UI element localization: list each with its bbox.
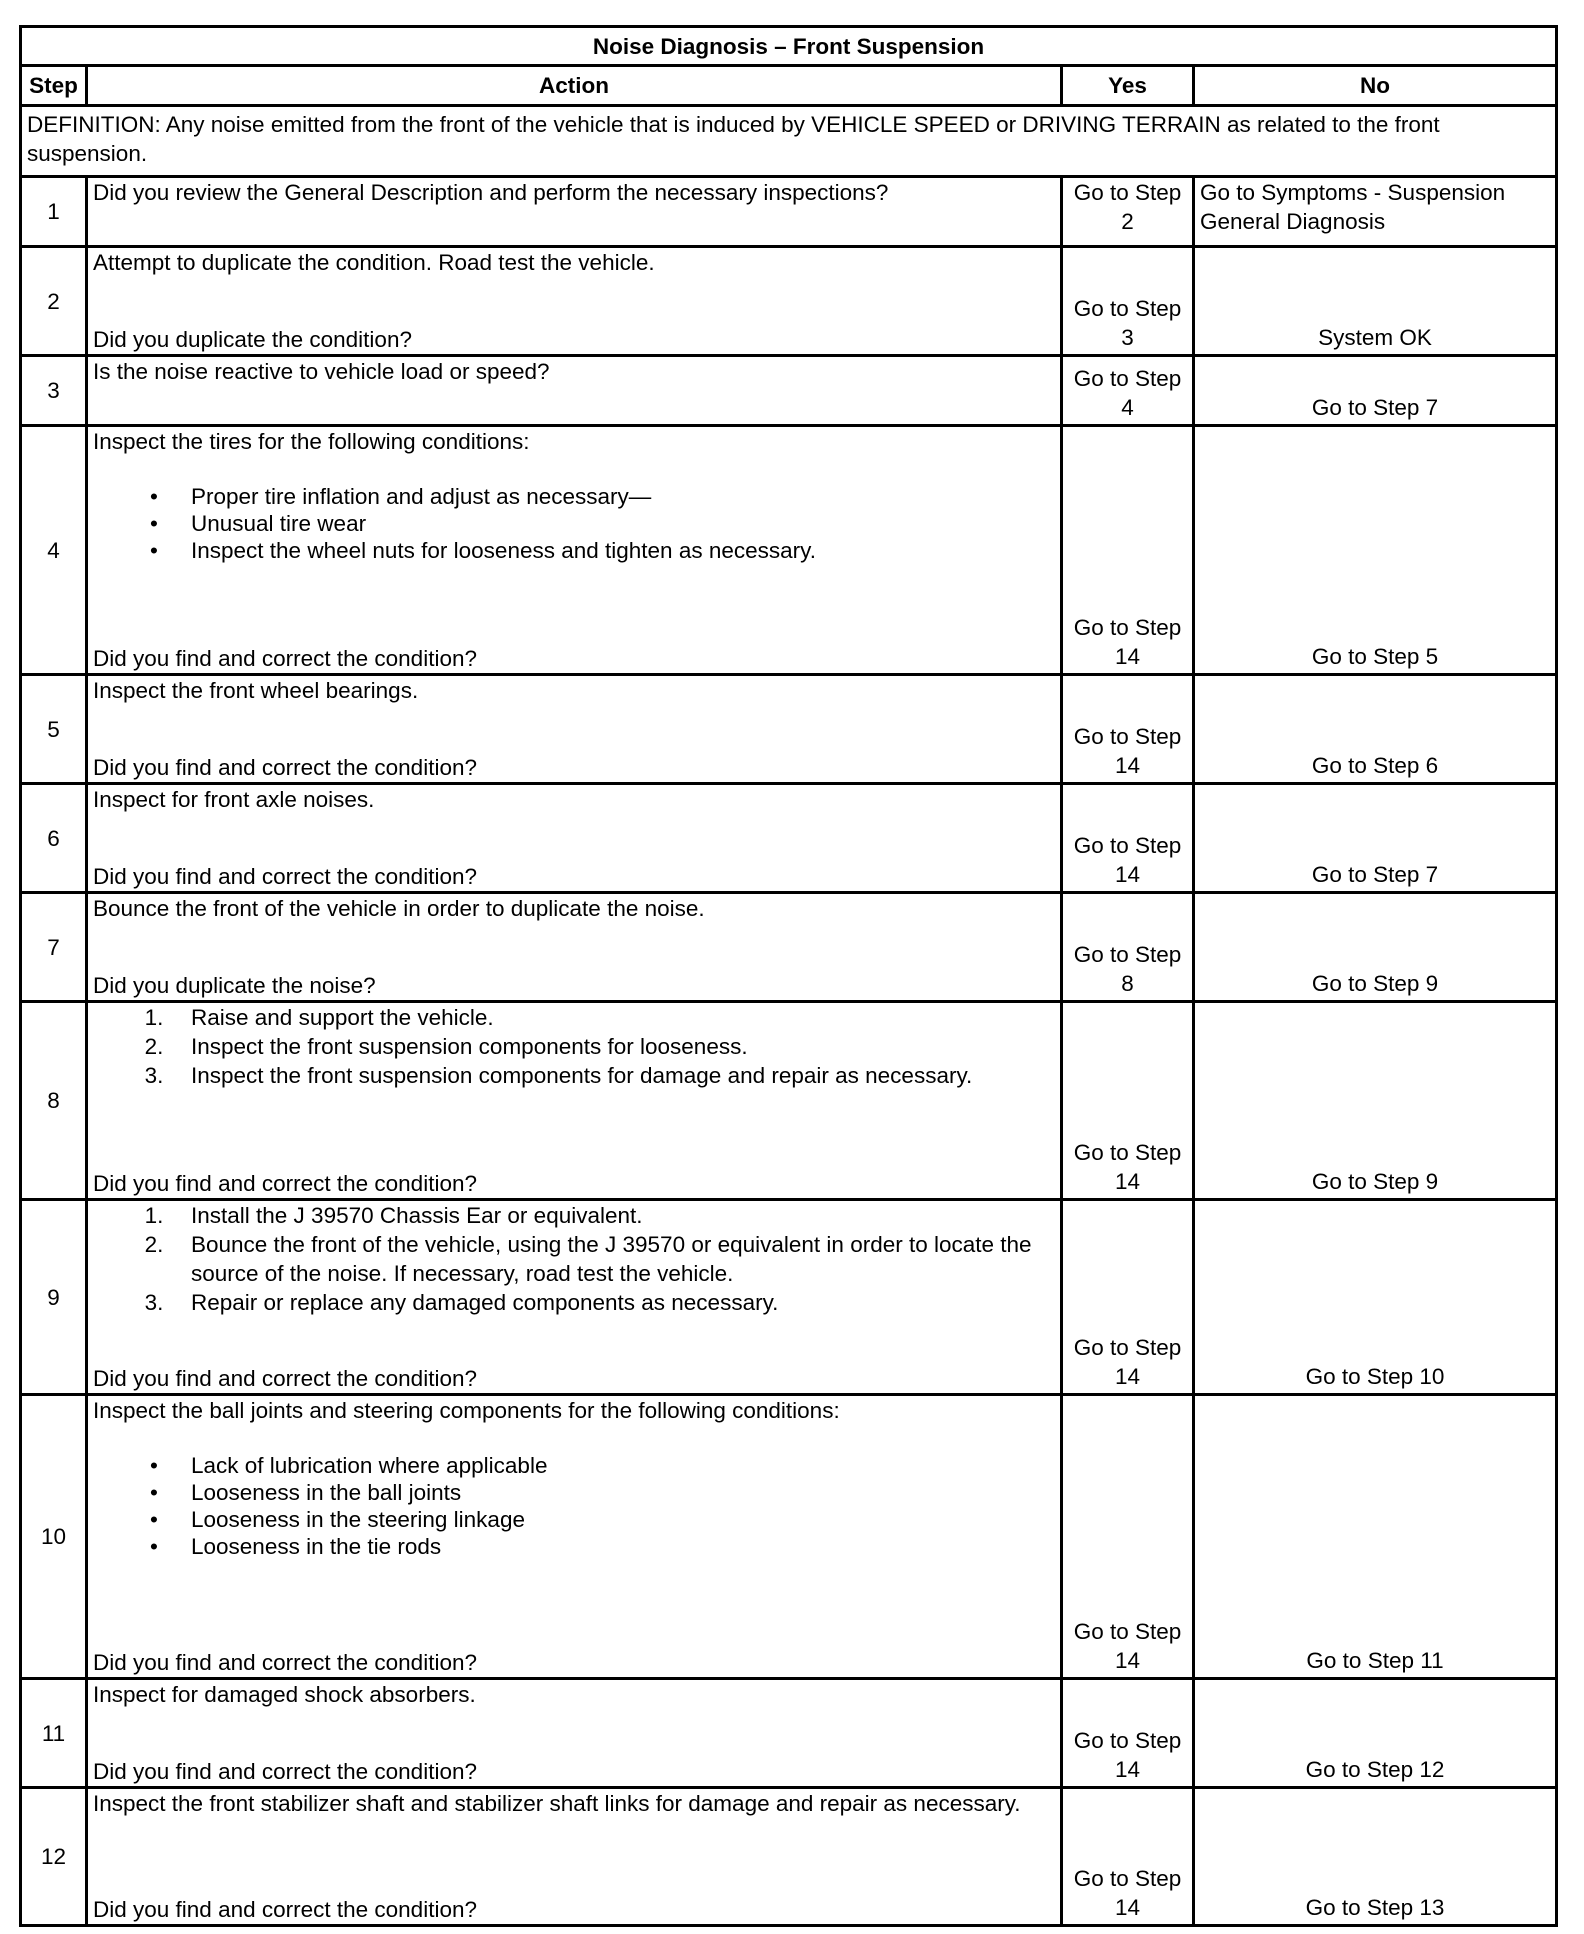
step-number: 12	[21, 1788, 87, 1926]
no-cell: Go to Symptoms - Suspension General Diagnosis	[1194, 177, 1557, 247]
yes-cell	[1062, 426, 1194, 675]
list-item	[93, 1230, 1055, 1288]
list-item	[93, 1506, 1055, 1533]
action-top	[93, 1789, 1055, 1818]
table-title: Noise Diagnosis – Front Suspension	[21, 27, 1557, 66]
action-intro: Inspect for front axle noises.	[93, 787, 375, 812]
step-number: 6	[21, 784, 87, 893]
action-top	[93, 357, 1055, 386]
yes-step: 14	[1114, 1895, 1141, 1920]
yes-step: 14	[1114, 644, 1141, 669]
yes-cell	[1062, 1679, 1194, 1788]
action-intro: Inspect the front wheel bearings.	[93, 678, 419, 703]
yes-step: 2	[1121, 209, 1134, 234]
action-top	[93, 178, 1055, 207]
list-item-text: Inspect the wheel nuts for looseness and tighten as necessary.	[191, 538, 816, 563]
list-item	[93, 1061, 1055, 1090]
action-content	[93, 427, 1055, 673]
step-number: 4	[21, 426, 87, 675]
list-item-text: Lack of lubrication where applicable	[191, 1453, 548, 1478]
list-item	[93, 1003, 1055, 1032]
action-question: Did you find and correct the condition?	[93, 1759, 477, 1784]
action-intro: Inspect the front stabilizer shaft and stabilizer shaft links for damage and repair as necessary.	[93, 1791, 1021, 1816]
action-cell	[87, 426, 1062, 675]
action-question: Did you duplicate the condition?	[93, 327, 412, 352]
action-intro: Inspect the tires for the following conditions:	[93, 429, 530, 454]
action-question: Did you find and correct the condition?	[93, 1650, 477, 1675]
list-item-text: Repair or replace any damaged components as necessary.	[191, 1290, 779, 1315]
no-cell: Go to Step 5	[1194, 426, 1557, 675]
list-item-text: Looseness in the ball joints	[191, 1480, 462, 1505]
yes-step: 8	[1121, 971, 1134, 996]
bullet-icon: •	[150, 1534, 158, 1559]
no-cell: Go to Step 10	[1194, 1200, 1557, 1395]
step-number: 3	[21, 356, 87, 426]
yes-label: Go to Step	[1073, 1728, 1182, 1753]
bullet-icon: •	[150, 511, 158, 536]
yes-step: 3	[1121, 325, 1134, 350]
table-row	[21, 784, 1557, 893]
yes-label: Go to Step	[1073, 615, 1182, 640]
action-intro: Bounce the front of the vehicle in order to duplicate the noise.	[93, 896, 705, 921]
action-question: Did you find and correct the condition?	[93, 1897, 477, 1922]
yes-step: 14	[1114, 1364, 1141, 1389]
action-top	[93, 1680, 1055, 1709]
yes-cell	[1062, 1788, 1194, 1926]
action-top	[93, 248, 1055, 277]
header-no: No	[1194, 66, 1557, 106]
bullet-icon: •	[150, 538, 158, 563]
action-intro: Is the noise reactive to vehicle load or speed?	[93, 359, 550, 384]
table-row	[21, 1395, 1557, 1679]
yes-label: Go to Step	[1073, 1140, 1182, 1165]
table-row	[21, 247, 1557, 356]
step-number: 8	[21, 1002, 87, 1200]
bullet-list	[93, 1452, 1055, 1560]
yes-label: Go to Step	[1073, 296, 1182, 321]
yes-step: 14	[1114, 862, 1141, 887]
no-cell: System OK	[1194, 247, 1557, 356]
action-content	[93, 1003, 1055, 1198]
list-item	[93, 1032, 1055, 1061]
list-item	[93, 510, 1055, 537]
action-content	[93, 248, 1055, 354]
yes-cell	[1062, 675, 1194, 784]
action-content	[93, 785, 1055, 891]
no-cell: Go to Step 13	[1194, 1788, 1557, 1926]
no-cell: Go to Step 7	[1194, 356, 1557, 426]
no-cell: Go to Step 9	[1194, 1002, 1557, 1200]
table-row	[21, 1679, 1557, 1788]
action-top	[93, 1201, 1055, 1317]
yes-step: 14	[1114, 1648, 1141, 1673]
list-number: 1.	[144, 1203, 164, 1228]
action-top	[93, 427, 1055, 564]
list-item-text: Install the J 39570 Chassis Ear or equivalent.	[191, 1203, 643, 1228]
list-item-text: Proper tire inflation and adjust as necessary—	[191, 484, 652, 509]
action-top	[93, 894, 1055, 923]
list-item	[93, 1452, 1055, 1479]
yes-cell	[1062, 1395, 1194, 1679]
no-cell: Go to Step 7	[1194, 784, 1557, 893]
table-row	[21, 1788, 1557, 1926]
step-number: 10	[21, 1395, 87, 1679]
numbered-list	[93, 1003, 1055, 1090]
no-cell: Go to Step 11	[1194, 1395, 1557, 1679]
no-cell: Go to Step 9	[1194, 893, 1557, 1002]
table-row	[21, 356, 1557, 426]
yes-label: Go to Step	[1073, 1335, 1182, 1360]
step-number: 1	[21, 177, 87, 247]
yes-cell	[1062, 1002, 1194, 1200]
list-item	[93, 537, 1055, 564]
table-row	[21, 1200, 1557, 1395]
action-cell	[87, 247, 1062, 356]
yes-cell	[1062, 177, 1194, 247]
list-number: 3.	[144, 1063, 164, 1088]
step-number: 11	[21, 1679, 87, 1788]
no-cell: Go to Step 12	[1194, 1679, 1557, 1788]
yes-cell	[1062, 356, 1194, 426]
list-item-text: Inspect the front suspension components for looseness.	[191, 1034, 748, 1059]
action-content	[93, 178, 1055, 245]
list-item-text: Raise and support the vehicle.	[191, 1005, 494, 1030]
diagnosis-table	[19, 25, 1558, 1927]
list-item	[93, 1288, 1055, 1317]
action-cell	[87, 177, 1062, 247]
action-cell	[87, 1788, 1062, 1926]
list-item-text: Looseness in the steering linkage	[191, 1507, 525, 1532]
list-number: 1.	[144, 1005, 164, 1030]
action-intro: Attempt to duplicate the condition. Road test the vehicle.	[93, 250, 655, 275]
yes-label: Go to Step	[1073, 366, 1182, 391]
action-content	[93, 676, 1055, 782]
bullet-icon: •	[150, 484, 158, 509]
yes-label: Go to Step	[1073, 1866, 1182, 1891]
yes-step: 4	[1121, 395, 1134, 420]
action-top	[93, 676, 1055, 705]
action-content	[93, 1201, 1055, 1393]
action-question: Did you find and correct the condition?	[93, 1366, 477, 1391]
action-content	[93, 1789, 1055, 1924]
action-content	[93, 894, 1055, 1000]
step-number: 9	[21, 1200, 87, 1395]
yes-cell	[1062, 1200, 1194, 1395]
action-cell	[87, 356, 1062, 426]
action-cell	[87, 675, 1062, 784]
action-content	[93, 1680, 1055, 1786]
definition: DEFINITION: Any noise emitted from the front of the vehicle that is induced by VEHICLE SPEED or DRIVING TERRAIN as related to the front suspension.	[21, 106, 1557, 177]
table-row	[21, 893, 1557, 1002]
list-item	[93, 1533, 1055, 1560]
action-question: Did you find and correct the condition?	[93, 864, 477, 889]
action-top	[93, 1396, 1055, 1560]
table-row	[21, 1002, 1557, 1200]
action-cell	[87, 784, 1062, 893]
header-yes: Yes	[1062, 66, 1194, 106]
yes-label: Go to Step	[1073, 942, 1182, 967]
list-item	[93, 1201, 1055, 1230]
table-row	[21, 675, 1557, 784]
header-step: Step	[21, 66, 87, 106]
list-item	[93, 483, 1055, 510]
step-number: 2	[21, 247, 87, 356]
action-question: Did you duplicate the noise?	[93, 973, 376, 998]
action-intro: Inspect for damaged shock absorbers.	[93, 1682, 476, 1707]
yes-cell	[1062, 784, 1194, 893]
yes-label: Go to Step	[1073, 724, 1182, 749]
table-row	[21, 426, 1557, 675]
no-cell: Go to Step 6	[1194, 675, 1557, 784]
action-top	[93, 1003, 1055, 1090]
yes-cell	[1062, 247, 1194, 356]
action-question: Did you find and correct the condition?	[93, 755, 477, 780]
list-item-text: Bounce the front of the vehicle, using the J 39570 or equivalent in order to locate the source of the noise. If necessary, road test the vehicle.	[191, 1232, 1032, 1286]
table-row	[21, 177, 1557, 247]
yes-label: Go to Step	[1073, 1619, 1182, 1644]
action-question: Did you find and correct the condition?	[93, 1171, 477, 1196]
yes-step: 14	[1114, 1757, 1141, 1782]
list-item	[93, 1479, 1055, 1506]
yes-step: 14	[1114, 1169, 1141, 1194]
bullet-list	[93, 483, 1055, 564]
yes-label: Go to Step	[1073, 180, 1182, 205]
action-top	[93, 785, 1055, 814]
action-cell	[87, 893, 1062, 1002]
action-intro: Inspect the ball joints and steering components for the following conditions:	[93, 1398, 840, 1423]
step-number: 5	[21, 675, 87, 784]
yes-step: 14	[1114, 753, 1141, 778]
action-cell	[87, 1395, 1062, 1679]
bullet-icon: •	[150, 1453, 158, 1478]
action-cell	[87, 1200, 1062, 1395]
yes-cell	[1062, 893, 1194, 1002]
step-number: 7	[21, 893, 87, 1002]
action-content	[93, 1396, 1055, 1677]
action-cell	[87, 1002, 1062, 1200]
spacer	[93, 456, 1055, 485]
list-item-text: Looseness in the tie rods	[191, 1534, 442, 1559]
numbered-list	[93, 1201, 1055, 1317]
list-item-text: Inspect the front suspension components for damage and repair as necessary.	[191, 1063, 973, 1088]
action-question: Did you find and correct the condition?	[93, 646, 477, 671]
header-action: Action	[87, 66, 1062, 106]
bullet-icon: •	[150, 1480, 158, 1505]
list-number: 2.	[144, 1232, 164, 1257]
action-cell	[87, 1679, 1062, 1788]
action-question: Did you review the General Description and perform the necessary inspections?	[93, 180, 889, 205]
list-number: 3.	[144, 1290, 164, 1315]
bullet-icon: •	[150, 1507, 158, 1532]
list-number: 2.	[144, 1034, 164, 1059]
action-content	[93, 357, 1055, 424]
yes-label: Go to Step	[1073, 833, 1182, 858]
spacer	[93, 1425, 1055, 1454]
list-item-text: Unusual tire wear	[191, 511, 367, 536]
